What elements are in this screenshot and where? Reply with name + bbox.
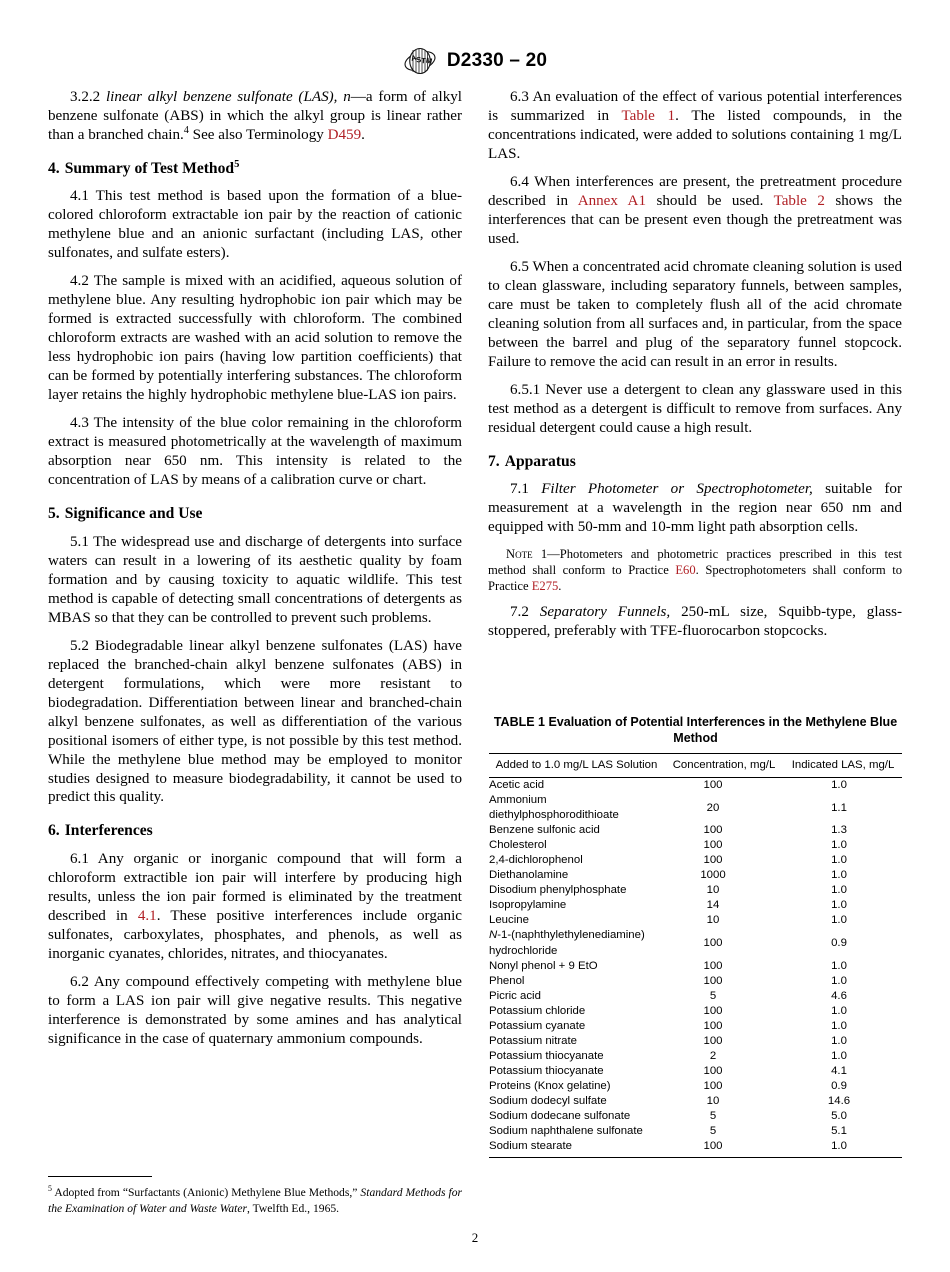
paragraph-6-4-part-b: should be used.: [646, 192, 774, 209]
cell-concentration: 5: [709, 1110, 717, 1123]
table-row: [489, 823, 902, 838]
paragraph-5-1: 5.1 The widespread use and discharge of detergents into surface waters can result in a lowering of its aesthetic quality by foam formation and by causing toxicity to aquatic wildlife. This test method is capable of detecting small concentrations of detergents as MBAS so that they can be controlled to prevent such problems.: [48, 533, 462, 626]
col-header-indicated-las: Indicated LAS, mg/L: [784, 754, 902, 778]
table-row: [489, 868, 902, 883]
link-e60[interactable]: E60: [675, 562, 696, 577]
section-6-title: Interferences: [64, 822, 153, 840]
paragraph-6-3: [488, 88, 902, 164]
cell-concentration: 10: [706, 884, 720, 897]
cell-concentration: 100: [703, 839, 723, 852]
cell-concentration: 100: [703, 1019, 723, 1032]
heading-section-7: [488, 452, 902, 471]
paragraph-3-2-2: [48, 88, 462, 145]
page-number: 2: [471, 1230, 479, 1245]
cell-indicated-las: 1.0: [831, 1140, 847, 1153]
footnote-5-part-a: Adopted from “Surfactants (Anionic) Methylene Blue Methods,”: [51, 1186, 361, 1200]
col-header-concentration: Concentration, mg/L: [664, 754, 784, 778]
cell-indicated-las: 1.0: [831, 1004, 847, 1017]
table-row: [489, 913, 902, 928]
section-5-title: Significance and Use: [64, 505, 203, 523]
cell-compound-name: Nonyl phenol + 9 EtO: [489, 959, 598, 972]
table-row: [489, 1094, 902, 1109]
cell-concentration: 100: [703, 936, 723, 949]
cell-compound-name: Acetic acid: [489, 779, 545, 791]
cell-compound-name: N-1-(naphthylethylenediamine) hydrochloride: [489, 929, 645, 957]
paragraph-7-2: [488, 603, 902, 641]
link-table-2[interactable]: Table 2: [773, 192, 825, 209]
paragraph-4-2: 4.2 The sample is mixed with an acidified, aqueous solution of methylene blue. Any resulting hydrophobic ion pair which may be formed is extracted successfully with chloroform. The combined chloroform extracts are washed with an acid solution to remove the less hydrophobic ion pairs (having low partition coefficients) that can be formed by potentially interfering substances. The chloroform layer retains the highly hydrophobic methylene blue-LAS ion pairs.: [48, 273, 462, 404]
footnote-5: [48, 1185, 462, 1216]
cell-indicated-las: 1.0: [831, 914, 847, 927]
link-d459[interactable]: D459: [327, 126, 362, 143]
paragraph-6-5-1: 6.5.1 Never use a detergent to clean any glassware used in this test method as a detergent is difficult to remove from surfaces. Any residual detergent could cause a high result.: [488, 381, 902, 436]
cell-concentration: 100: [703, 1034, 723, 1047]
cell-concentration: 1000: [700, 869, 726, 882]
cell-compound-name: Proteins (Knox gelatine): [489, 1079, 611, 1092]
table-row: [489, 1064, 902, 1079]
paragraph-6-1: [48, 850, 462, 964]
paragraph-6-4-part-a: 6.4 When interferences are present, the pretreatment procedure described in: [488, 173, 902, 209]
paragraph-6-1-part-a: 6.1 Any organic or inorganic compound that will form a chloroform extractible ion pair will interfere by producing high results, unless the ion pair formed is eliminated by the treatment described in: [48, 850, 462, 924]
cell-concentration: 100: [703, 1140, 723, 1153]
section-6-number: 6.: [48, 822, 60, 840]
cell-compound-name: Diethanolamine: [489, 869, 569, 882]
cell-indicated-las: 14.6: [827, 1094, 851, 1107]
table-row: [489, 853, 902, 868]
svg-text:A: A: [409, 53, 418, 63]
paragraph-7-2-rest: 250-mL size, Squibb-type, glass-stoppered, preferably with TFE-fluorocarbon stopcocks.: [488, 604, 902, 640]
cell-indicated-las: 1.0: [831, 974, 847, 987]
paragraph-6-3-part-b: . The listed compounds, in the concentrations indicated, were added to solutions containing 1 mg/L LAS.: [488, 107, 903, 162]
table-row: [489, 928, 902, 958]
note-part-b: . Spectrophotometers shall conform to Practice: [488, 562, 902, 593]
table-row: [489, 959, 902, 974]
footnote-5-part-b: , Twelfth Ed., 1965.: [247, 1201, 340, 1215]
cell-indicated-las: 1.3: [831, 824, 847, 837]
cell-indicated-las: 1.0: [831, 854, 847, 867]
cell-concentration: 5: [709, 1125, 717, 1138]
table-row: [489, 793, 902, 823]
cell-indicated-las: 5.0: [831, 1110, 847, 1123]
term-definition: linear alkyl benzene sulfonate (LAS), n: [105, 89, 351, 105]
right-column: [488, 88, 902, 650]
cell-compound-name: Isopropylamine: [489, 899, 567, 912]
section-4-title: Summary of Test Method: [64, 159, 235, 177]
table-row: [489, 1109, 902, 1124]
cell-compound-name: Leucine: [489, 914, 529, 927]
cell-indicated-las: 4.1: [831, 1064, 847, 1077]
cell-concentration: 5: [709, 989, 717, 1002]
footnote-5-marker: 5: [48, 1184, 52, 1194]
table-row: [489, 989, 902, 1004]
page-header: [0, 46, 950, 76]
table-row: [489, 1124, 902, 1139]
cell-concentration: 100: [703, 1079, 723, 1092]
cell-indicated-las: 1.0: [831, 839, 847, 852]
cell-indicated-las: 1.0: [831, 779, 847, 791]
table-row: [489, 1019, 902, 1034]
paragraph-6-3-part-a: 6.3 An evaluation of the effect of various potential interferences is summarized in: [488, 89, 902, 124]
cell-concentration: 20: [706, 801, 720, 814]
italic-locant: N: [489, 929, 498, 942]
table-row: [489, 1139, 902, 1157]
table-1-bottom-rule: [489, 1157, 902, 1158]
cell-compound-name: Benzene sulfonic acid: [489, 824, 600, 837]
col-header-added: Added to 1.0 mg/L LAS Solution: [489, 754, 664, 778]
cell-concentration: 10: [706, 914, 720, 927]
cell-indicated-las: 1.0: [831, 959, 847, 972]
table-row: [489, 974, 902, 989]
table-row: [489, 778, 902, 794]
cell-compound-name: Sodium dodecane sulfonate: [489, 1110, 631, 1123]
cell-concentration: 100: [703, 779, 723, 791]
clause-7-1-number: 7.1: [510, 481, 542, 498]
astm-logo-icon: [403, 46, 437, 76]
cell-indicated-las: 1.0: [831, 1019, 847, 1032]
note-part-c: .: [558, 578, 562, 593]
note-1: [488, 547, 902, 594]
cell-indicated-las: 1.1: [831, 801, 847, 814]
cell-concentration: 100: [703, 959, 723, 972]
heading-section-6: [48, 821, 462, 840]
table-1-block: [489, 714, 902, 1158]
cell-indicated-las: 1.0: [831, 884, 847, 897]
cell-indicated-las: 0.9: [831, 936, 847, 949]
footnote-divider: [48, 1176, 152, 1177]
heading-section-4: [48, 159, 462, 178]
cell-compound-name: Sodium naphthalene sulfonate: [489, 1125, 643, 1138]
paragraph-7-1-rest: suitable for measurement at a wavelength in the region near 650 nm and equipped with 50-mm and 10-mm light path absorption cells.: [488, 481, 902, 536]
cell-concentration: 14: [706, 899, 720, 912]
footnote-5-source-title: Standard Methods for the Examination of Water and Waste Water: [48, 1186, 463, 1215]
apparatus-name-funnels: Separatory Funnels,: [539, 604, 671, 621]
paragraph-7-1: [488, 480, 902, 537]
cell-compound-name: 2,4-dichlorophenol: [489, 854, 583, 867]
cell-concentration: 100: [703, 1004, 723, 1017]
table-row: [489, 1049, 902, 1064]
link-e275[interactable]: E275: [531, 578, 559, 593]
table-row: [489, 883, 902, 898]
cell-indicated-las: 5.1: [831, 1125, 847, 1138]
paragraph-6-4: [488, 173, 902, 249]
cell-compound-name: Potassium thiocyanate: [489, 1064, 604, 1077]
cell-concentration: 10: [706, 1094, 720, 1107]
see-also-text: See also Terminology: [188, 126, 328, 143]
heading-section-5: [48, 504, 462, 523]
table-1: [489, 753, 902, 1157]
table-row: [489, 1079, 902, 1094]
table-row: [489, 898, 902, 913]
cell-compound-name: Potassium chloride: [489, 1004, 586, 1017]
definition-text: —a form of alkyl benzene sulfonate (ABS) in which the alkyl group is linear rather than a branched chain.: [48, 89, 462, 143]
table-row: [489, 1004, 902, 1019]
period: .: [361, 126, 365, 143]
svg-text:T: T: [420, 56, 426, 66]
cell-compound-name: Picric acid: [489, 989, 541, 1002]
note-label: Note 1: [506, 547, 548, 562]
cell-indicated-las: 1.0: [831, 1049, 847, 1062]
link-annex-a1[interactable]: Annex A1: [577, 192, 647, 209]
cell-concentration: 100: [703, 854, 723, 867]
svg-text:M: M: [424, 55, 433, 66]
left-column: [48, 88, 462, 1058]
paragraph-4-1: 4.1 This test method is based upon the formation of a blue-colored chloroform extractable ion pair by the reaction of cationic methylene blue and an anionic surfactant (including LAS, other sulfonates, and sulfate esters).: [48, 188, 462, 262]
cell-concentration: 2: [709, 1049, 717, 1062]
cell-compound-name: Phenol: [489, 974, 525, 987]
cell-concentration: 100: [703, 1064, 723, 1077]
cell-indicated-las: 1.0: [831, 1034, 847, 1047]
section-5-number: 5.: [48, 505, 60, 523]
cell-compound-name: Potassium nitrate: [489, 1034, 577, 1047]
document-number: D2330 – 20: [446, 50, 548, 71]
table-1-head: [489, 754, 902, 778]
table-header-row: [489, 754, 902, 778]
paragraph-5-2: 5.2 Biodegradable linear alkyl benzene sulfonates (LAS) have replaced the branched-chain alkyl benzene sulfonates (ABS) in detergent formulations, which were more resistant to biodegradation. Differentiation between linear and branched-chain alkyl benzene sulfonates, as well as differentiation of the various positional isomers of either type, is not possible by this test method. While the methylene blue method may be employed to monitor studies designed to measure biodegradability, it cannot be used to predict this quality.: [48, 637, 462, 806]
footnote-marker-5: 5: [234, 158, 240, 170]
cell-compound-name: Disodium phenylphosphate: [489, 884, 627, 897]
clause-number: 3.2.2: [70, 89, 101, 105]
cell-indicated-las: 4.6: [831, 989, 847, 1002]
section-7-number: 7.: [488, 452, 500, 470]
footnote-marker-4: 4: [183, 124, 189, 136]
cell-indicated-las: 1.0: [831, 869, 847, 882]
section-4-number: 4.: [48, 159, 60, 177]
paragraph-6-4-part-c: shows the interferences that can be present even though the pretreatment was used.: [488, 192, 903, 247]
svg-text:S: S: [415, 55, 422, 65]
cell-indicated-las: 1.0: [831, 899, 847, 912]
paragraph-6-5: 6.5 When a concentrated acid chromate cleaning solution is used to clean glassware, including separatory funnels, between samples, care must be taken to completely flush all of the acid chromate cleaning solution from all surfaces and, in particular, from the space between the barrel and plug of the separatory funnel stopcock. Failure to remove the acid can result in an error in results.: [488, 258, 902, 370]
cell-concentration: 100: [703, 974, 723, 987]
paragraph-4-3: 4.3 The intensity of the blue color remaining in the chloroform extract is measured photometrically at the wavelength of maximum absorption near 650 nm. This intensity is related to the concentration of LAS by means of a calibration curve or chart.: [48, 415, 462, 489]
footnote-block: [48, 1176, 462, 1216]
cell-concentration: 100: [703, 824, 723, 837]
cell-compound-name: Potassium cyanate: [489, 1019, 586, 1032]
cell-compound-name: Ammonium diethylphosphorodithioate: [489, 794, 619, 822]
cell-compound-name: Cholesterol: [489, 839, 547, 852]
table-1-title: TABLE 1 Evaluation of Potential Interferences in the Methylene Blue Method: [493, 715, 898, 745]
cell-compound-name: Sodium stearate: [489, 1140, 572, 1153]
paragraph-6-2: 6.2 Any compound effectively competing with methylene blue to form a LAS ion pair will give negative results. This negative interference is demonstrated by some amines and has analytical significance in the case of quaternary ammonium compounds.: [48, 973, 462, 1047]
paragraph-6-1-part-b: . These positive interferences include organic sulfonates, carboxylates, phosphates, and phenols, as well as inorganic cyanates, chlorides, nitrates, and thiocyanates.: [48, 907, 462, 962]
cell-compound-name: Potassium thiocyanate: [489, 1049, 604, 1062]
table-row: [489, 1034, 902, 1049]
table-row: [489, 838, 902, 853]
link-4-1[interactable]: 4.1: [137, 907, 157, 924]
clause-7-2-number: 7.2: [510, 604, 540, 621]
table-1-body: [489, 778, 902, 1158]
section-7-title: Apparatus: [504, 452, 576, 470]
cell-compound-name: Sodium dodecyl sulfate: [489, 1094, 607, 1107]
link-table-1[interactable]: Table 1: [621, 107, 676, 124]
cell-indicated-las: 0.9: [831, 1079, 847, 1092]
note-part-a: —Photometers and photometric practices prescribed in this test method shall conform to Practice: [488, 547, 902, 577]
apparatus-name-photometer: Filter Photometer or Spectrophotometer,: [541, 481, 813, 498]
